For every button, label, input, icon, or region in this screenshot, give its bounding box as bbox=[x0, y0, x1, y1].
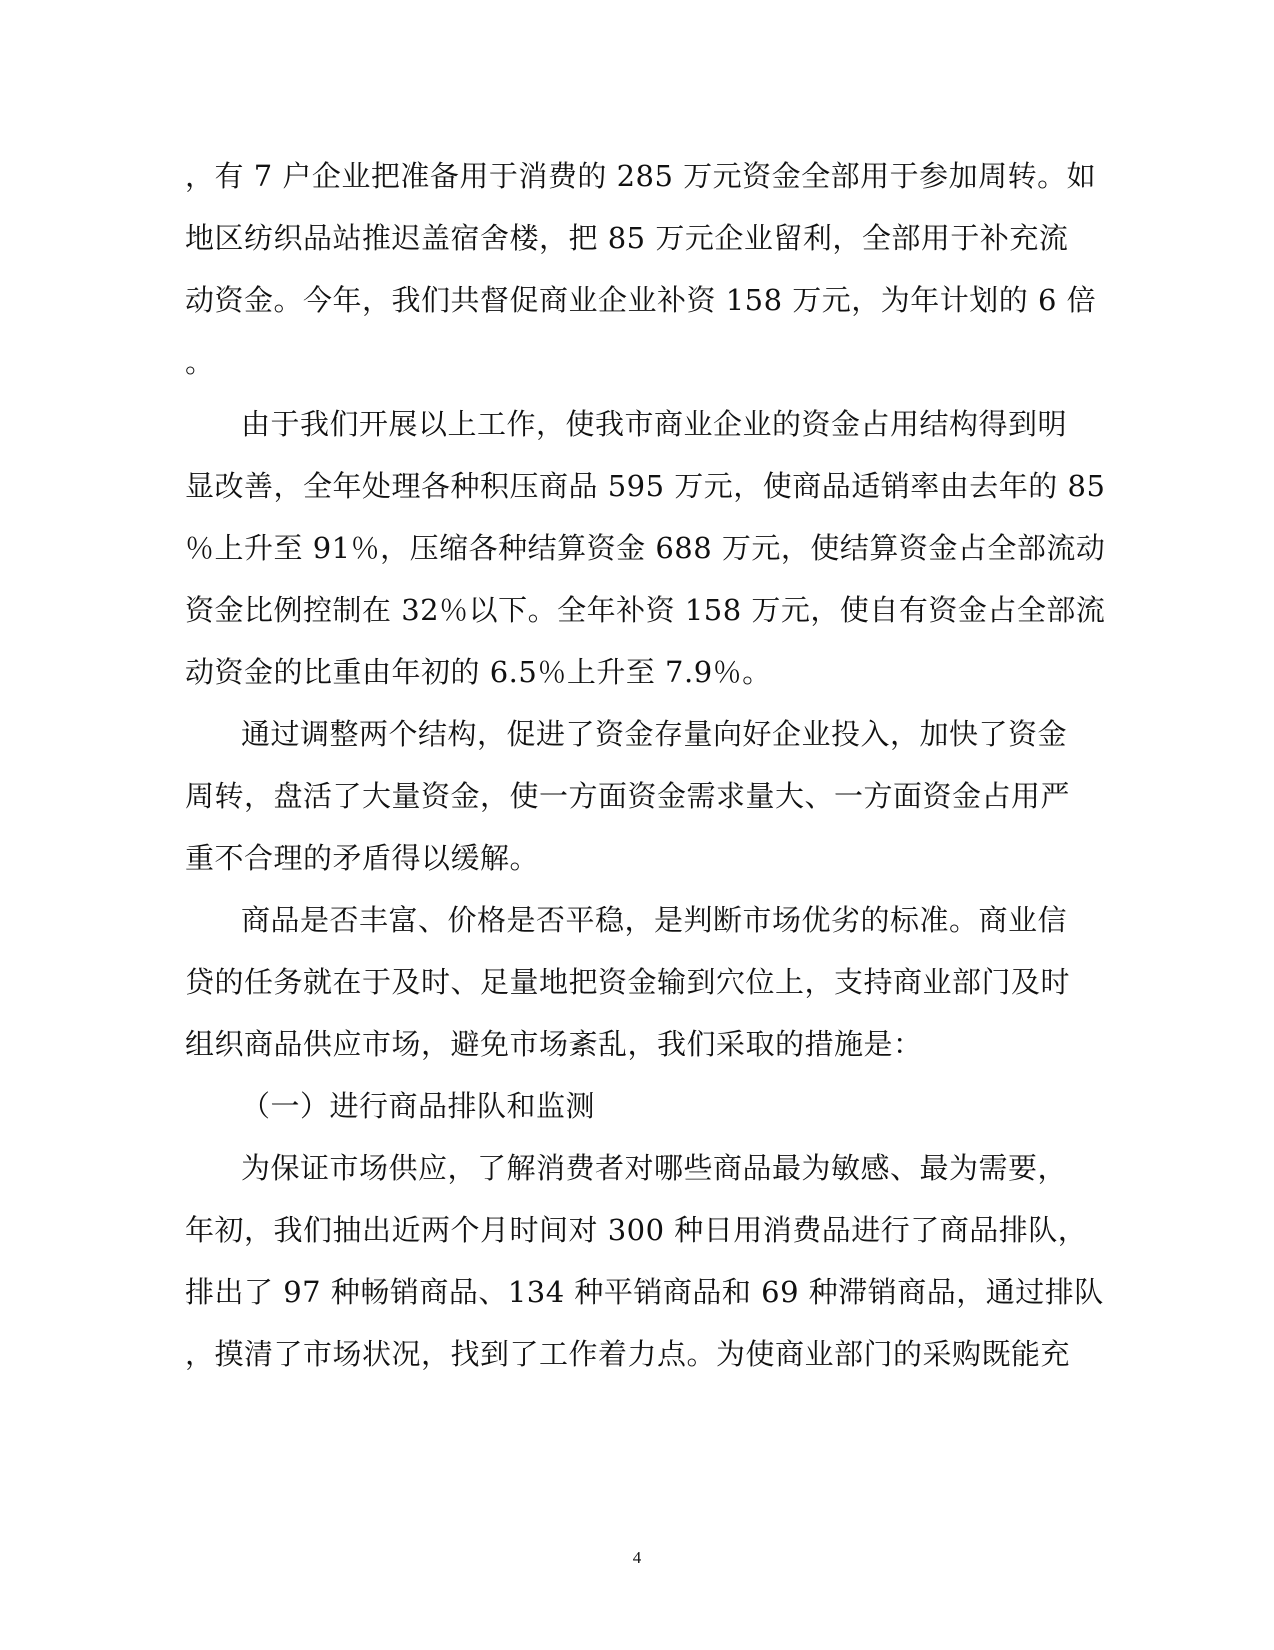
paragraph-first-line: 为保证市场供应，了解消费者对哪些商品最为敏感、最为需要， bbox=[241, 1151, 1068, 1185]
text-line: 贷的任务就在于及时、足量地把资金输到穴位上，支持商业部门及时 bbox=[185, 965, 1071, 999]
text-line: 资金比例控制在 32％以下。全年补资 158 万元，使自有资金占全部流 bbox=[185, 593, 1106, 627]
text-line: ，摸清了市场状况，找到了工作着力点。为使商业部门的采购既能充 bbox=[185, 1337, 1071, 1371]
paragraph-first-line: 通过调整两个结构，促进了资金存量向好企业投入，加快了资金 bbox=[241, 717, 1068, 751]
text-line: 地区纺织品站推迟盖宿舍楼，把 85 万元企业留利，全部用于补充流 bbox=[185, 221, 1069, 255]
text-line: 显改善，全年处理各种积压商品 595 万元，使商品适销率由去年的 85 bbox=[185, 469, 1106, 503]
text-line: 年初，我们抽出近两个月时间对 300 种日用消费品进行了商品排队， bbox=[185, 1213, 1088, 1247]
text-line: 组织商品供应市场，避免市场紊乱，我们采取的措施是： bbox=[185, 1027, 923, 1061]
text-line: 动资金的比重由年初的 6.5％上升至 7.9％。 bbox=[185, 655, 772, 689]
text-line: ，有 7 户企业把准备用于消费的 285 万元资金全部用于参加周转。如 bbox=[185, 159, 1097, 193]
page-number: 4 bbox=[632, 1548, 642, 1567]
paragraph-first-line: 商品是否丰富、价格是否平稳，是判断市场优劣的标准。商业信 bbox=[241, 903, 1068, 937]
paragraph-first-line: 由于我们开展以上工作，使我市商业企业的资金占用结构得到明 bbox=[241, 407, 1068, 441]
text-line: 重不合理的矛盾得以缓解。 bbox=[185, 841, 540, 875]
text-line: 排出了 97 种畅销商品、134 种平销商品和 69 种滞销商品，通过排队 bbox=[185, 1275, 1104, 1309]
section-heading: （一）进行商品排队和监测 bbox=[241, 1089, 596, 1123]
text-line: 动资金。今年，我们共督促商业企业补资 158 万元，为年计划的 6 倍 bbox=[185, 283, 1097, 317]
text-line: 。 bbox=[185, 345, 215, 379]
text-line: ％上升至 91％，压缩各种结算资金 688 万元，使结算资金占全部流动 bbox=[185, 531, 1106, 565]
text-line: 周转，盘活了大量资金，使一方面资金需求量大、一方面资金占用严 bbox=[185, 779, 1071, 813]
